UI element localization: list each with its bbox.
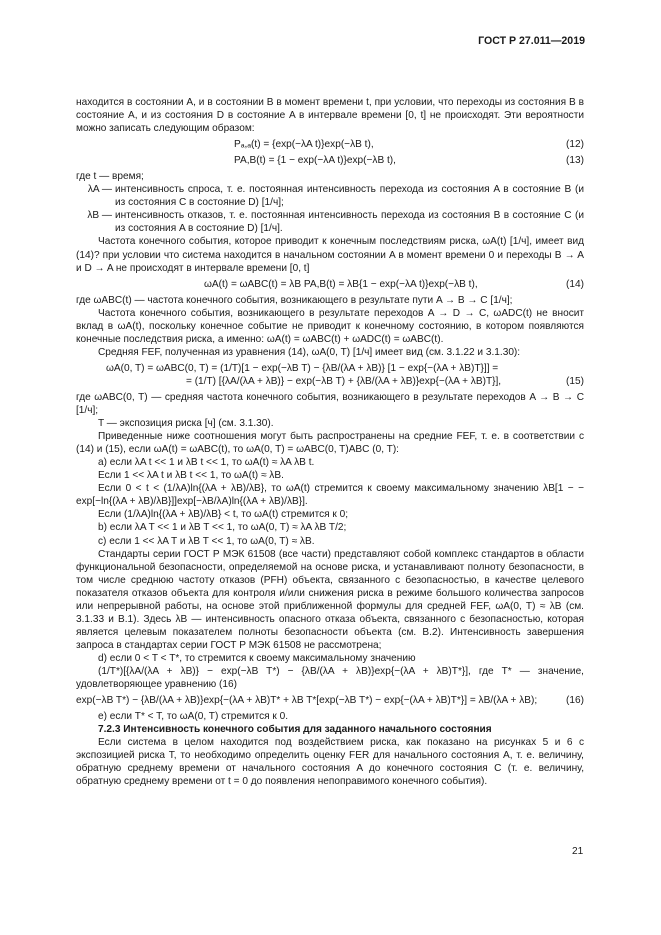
equation-14 — [76, 278, 584, 291]
where-exposure: T — экспозиция риска [ч] (см. 3.1.30). — [98, 418, 274, 430]
where-average: где ωABC(0, T) — средняя частота конечного события, возникающего в результате переходов A → B → C [1/ч]; — [76, 391, 584, 417]
equation-16-number: (16) — [566, 695, 584, 707]
page-number: 21 — [572, 846, 584, 857]
equation-15-line1 — [76, 362, 584, 375]
list-item-a-4: Если (1/λA)ln{(λA + λB)/λB} < t, то ωA(t) стремится к 0; — [98, 509, 349, 521]
paragraph-approximations: Приведенные ниже соотношения могут быть распространены на средние FEF, т. е. в соответствии с (14) и (15), если ωA(t) = ωABC(t), то ωA(0, T) = ωABC(0, T)ABC (0, T): — [76, 431, 584, 456]
list-item-a-2: Если 1 << λA t и λB t << 1, то ωA(t) ≈ λB. — [98, 470, 284, 482]
paragraph-intro: находится в состоянии A, и в состоянии B в момент времени t, при условии, что переходы из состояния B в состояние A, и из состояния D в состояние A в интервале времени [0, t] не происходят. Эти вероятности можно записать следующим образом: — [76, 97, 584, 135]
equation-15-line2 — [76, 375, 584, 388]
equation-15-formula-b: = (1/T) [{λA/(λA + λB)} − exp(−λB T) + {λB/(λA + λB)}exp{−(λA + λB)T}], — [186, 375, 502, 387]
paragraph-average-fef: Средняя FEF, полученная из уравнения (14), ωA(0, T) [1/ч] имеет вид (см. 3.1.22 и 3.1.30): — [98, 346, 521, 358]
paragraph-final: Если система в целом находится под воздействием риска, как показано на рисунках 5 и 6 с экспозицией риска T, то необходимо определить оценку FER для начального состояния A, т. е. величину, обратную среднему времени от начального состояния A до конечного состояния C (т. е. величину, обратную среднему времени от t = 0 до появления непоправимого конечного события). — [76, 737, 584, 788]
list-item-b: b) если λA T << 1 и λB T << 1, то ωA(0, T) ≈ λA λB T/2; — [98, 522, 347, 534]
where-time: где t — время; — [76, 171, 144, 183]
equation-13-number: (13) — [566, 155, 584, 167]
equation-12-number: (12) — [566, 139, 584, 151]
equation-14-formula: ωA(t) = ωABC(t) = λB PA,B(t) = λB{1 − exp(−λA t)}exp(−λB t), — [204, 278, 478, 290]
list-item-a: а) если λA t << 1 и λB t << 1, то ωA(t) ≈ λA λB t. — [98, 457, 315, 469]
equation-15-number: (15) — [566, 375, 584, 387]
paragraph-adc-path: Частота конечного события, возникающего в результате переходов A → D → C, ωADC(t) не вносит вклад в ωA(t), поскольку конечное событие не приводит к конечному состоянию, в котором появляются конечные последствия риска, а именно: ωA(t) = ωABC(t) + ωADC(t) = ωABC(t). — [76, 307, 584, 345]
document-header: ГОСТ Р 27.011—2019 — [478, 35, 585, 47]
page-body — [76, 96, 584, 788]
equation-16 — [76, 694, 584, 707]
definition-symbol: λB — — [87, 210, 112, 222]
equation-13-formula: PA,B(t) = {1 − exp(−λA t)}exp(−λB t), — [234, 155, 396, 167]
equation-16-formula: exp(−λB T*) − {λB/(λA + λB)}exp{−(λA + λB)T* + λB T*[exp(−λB T*) − exp{−(λA + λB)T*}] = λB/(λA + λB); — [76, 695, 538, 707]
equation-12 — [76, 138, 584, 151]
list-item-e: e) если T* < T, то ωA(0, T) стремится к 0. — [98, 711, 289, 723]
equation-15-formula-a: ωA(0, T) = ωABC(0, T) = (1/T)[1 − exp(−λB T) − {λB/(λA + λB)} [1 − exp{−(λA + λB)T}]] = — [106, 362, 499, 374]
definition-lambda-b — [76, 209, 584, 235]
equation-12-formula: Pₐ,ₐ(t) = {exp(−λA t)}exp(−λB t), — [234, 139, 374, 151]
equation-13 — [76, 154, 584, 167]
definition-lambda-a — [76, 183, 584, 209]
list-item-c: c) если 1 << λA T и λB T << 1, то ωA(0, T) ≈ λB. — [98, 535, 315, 547]
equation-14-number: (14) — [566, 278, 584, 290]
section-heading: 7.2.3 Интенсивность конечного события для заданного начального состояния — [98, 724, 492, 736]
list-item-a-3: Если 0 < t < (1/λA)ln{(λA + λB)/λB}, то ωA(t) стремится к своему максимальному значению λB[1 − − exp[−ln{(λA + λB)/λB}]]exp[−λB/λA)ln{(λA + λB)/λB}]. — [76, 483, 584, 508]
where-omega-abc: где ωABC(t) — частота конечного события, возникающего в результате пути A → B → C [1/ч]; — [76, 294, 513, 306]
definition-symbol: λA — — [87, 184, 112, 196]
list-item-d: d) если 0 < T < T*, то стремится к своему максимальному значению — [98, 652, 416, 664]
definition-text: интенсивность отказов, т. е. постоянная интенсивность перехода из состояния B в состояние C (и из состояния A в состояние D) [1/ч]. — [115, 210, 584, 235]
paragraph-frequency: Частота конечного события, которое приводит к конечным последствиям риска, ωA(t) [1/ч], имеет вид (14)? при условии что система находится в начальном состоянии A в момент времени 0 и переходы B → A и D → A не происходят в интервале времени [0, t] — [76, 236, 584, 274]
list-item-d-2: (1/T*)[{λA/(λA + λB)} − exp(−λB T*) − {λB/(λA + λB)}exp{−(λA + λB)T*}], где T* — значение, удовлетворяющее уравнению (16) — [76, 665, 584, 691]
paragraph-standards: Стандарты серии ГОСТ Р МЭК 61508 (все части) представляют собой комплекс стандартов в области функциональной безопасности, определяемой на основе риска, и устанавливают полноту безопасности, в том числе среднюю частоту отказов (PFH) объекта, связанного с безопасностью, в качестве целевого показателя отказов объекта для контроля и/или снижения риска в режиме большого количества запросов или непрерывной работы, на основе этой приближенной формулы для средней FEF, ωA(0, T) ≈ λB (см. 3.1.33 и B.1). Здесь λB — интенсивность опасного отказа объекта, связанного с безопасностью, которая является целевым показателем полноты безопасности объекта (см. B.2). Интенсивность завершения запроса в стандартах серии ГОСТ Р МЭК 61508 не рассмотрена; — [76, 548, 584, 651]
definition-text: интенсивность спроса, т. е. постоянная интенсивность перехода из состояния A в состояние B (и из состояния C в состояние D) [1/ч]; — [115, 184, 584, 209]
